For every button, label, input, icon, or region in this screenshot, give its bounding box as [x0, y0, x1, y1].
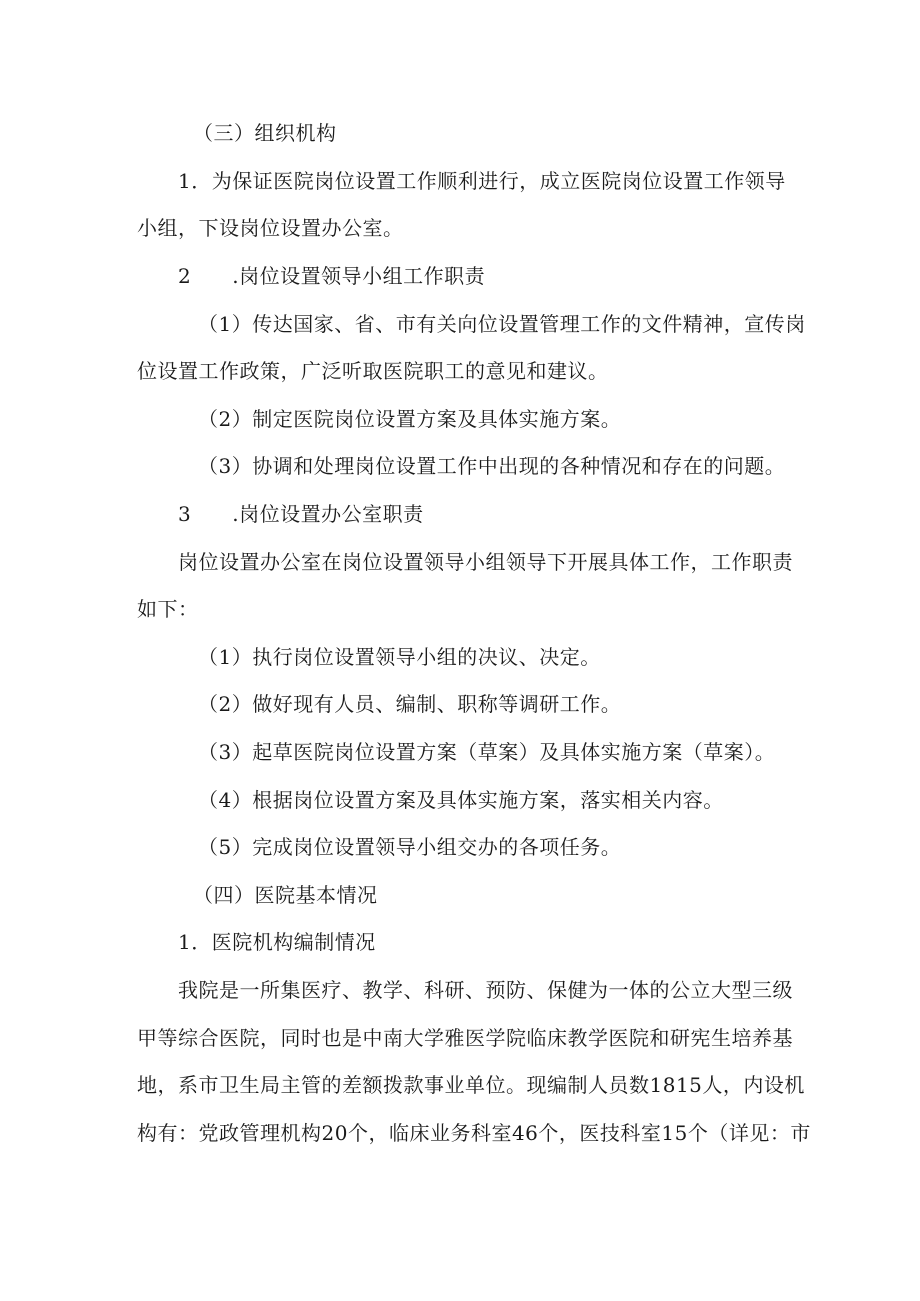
paragraph-line: 小组，下设岗位设置办公室。: [137, 216, 404, 240]
list-item: （5）完成岗位设置领导小组交办的各项任务。: [198, 835, 622, 859]
list-item: （1）执行岗位设置领导小组的决议、决定。: [198, 645, 601, 669]
list-item: （2）制定医院岗位设置方案及具体实施方案。: [198, 407, 622, 431]
paragraph-line: 地，系市卫生局主管的差额拨款事业单位。现编制人员数1815人，内设机: [137, 1073, 805, 1097]
subheading-leadership-duties: 2 .岗位设置领导小组工作职责: [178, 264, 486, 288]
paragraph-line: 甲等综合医院，同时也是中南大学雅医学院临床教学医院和研宪生培养基: [137, 1026, 793, 1050]
list-item: （3）起草医院岗位设置方案（草案）及具体实施方案（草案）。: [198, 740, 776, 764]
paragraph-line: 位设置工作政策，广泛听取医院职工的意见和建议。: [137, 359, 609, 383]
paragraph-line: （1）传达国家、省、市有关向位设置管理工作的文件精神，宣传岗: [198, 312, 806, 336]
paragraph-line: 1．为保证医院岗位设置工作顺利进行，成立医院岗位设置工作领导: [178, 169, 786, 193]
section-heading-hospital-basics: （四）医院基本情况: [193, 883, 378, 907]
paragraph-line: 岗位设置办公室在岗位设置领导小组领导下开展具体工作，工作职责: [178, 550, 793, 574]
paragraph-line: 如下：: [137, 597, 199, 621]
list-item: （2）做好现有人员、编制、职称等调研工作。: [198, 692, 622, 716]
paragraph-line: 构有：党政管理机构20个，临床业务科室46个，医技科室15个（详见：市: [137, 1121, 811, 1145]
list-item: （4）根据岗位设置方案及具体实施方案，落实相关内容。: [198, 788, 724, 812]
subheading-office-duties: 3 .岗位设置办公室职责: [178, 502, 424, 526]
subheading-staffing: 1．医院机构编制情况: [178, 930, 376, 954]
paragraph-line: 我院是一所集医疗、教学、科研、预防、保健为一体的公立大型三级: [178, 978, 793, 1002]
section-heading-organization: （三）组织机构: [193, 121, 337, 145]
list-item: （3）协调和处理岗位设置工作中出现的各种情况和存在的问题。: [198, 454, 786, 478]
